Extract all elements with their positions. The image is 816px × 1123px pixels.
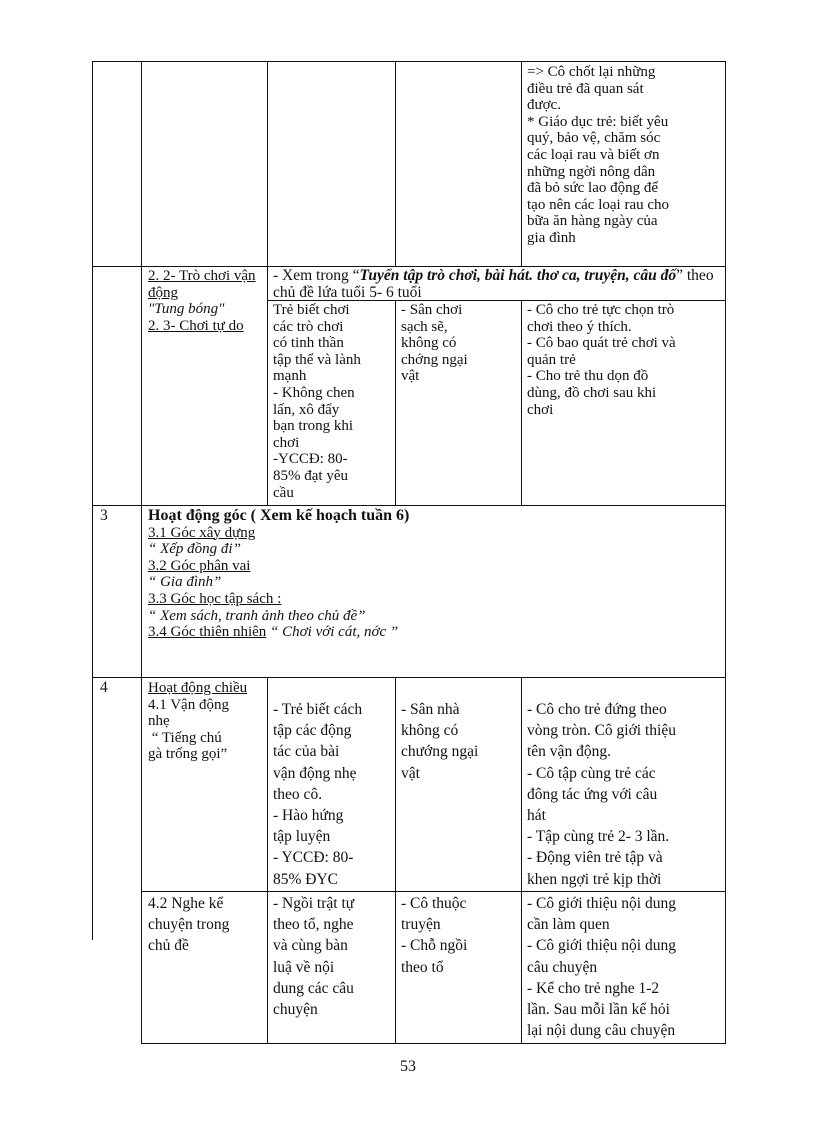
row-b-col2-line: có tinh thần [273,335,344,352]
row-b-col2-line: 85% đạt yêu [273,467,348,484]
row-4a-col2-line: tập các động [273,722,352,740]
row-4a-col1-line: gà trống gọi” [148,746,228,763]
row-a-col4 [527,64,723,247]
col-divider-3-bottom [395,677,396,1044]
row-b-col2-line: bạn trong khi [273,418,353,435]
row-a-col4-line: tạo nên các loại rau cho [527,196,670,213]
corner-1-title: 3.1 Góc xây dựng [148,524,256,541]
col-border-left [92,61,93,940]
row-b-col1 [148,268,266,334]
row-b-span [273,268,725,301]
col-divider-2-bottom [267,677,268,1044]
row-4a-col4-line: hát [527,807,546,825]
row-4a-col4-line: - Tập cùng trẻ 2- 3 lần. [527,828,670,846]
row-a-col4-line: => Cô chốt lại những [527,64,656,80]
row-4a-col1-line: 4.1 Vận động [148,696,229,713]
row-b-col4 [527,302,723,418]
row-b-col2-line: -YCCĐ: 80- [273,451,348,468]
row-4a-col2-line: vận động nhẹ [273,764,357,782]
row-4b-col3-line: theo tổ [401,958,444,976]
row-b-col2-line: mạnh [273,368,307,385]
row-a-col4-line: gia đình [527,229,576,246]
row-4b-col2-line: chuyện [273,1001,318,1019]
row-4b-col3-line: - Cô thuộc [401,895,467,912]
row-4a-col4 [527,699,723,890]
corner-3-title: 3.3 Góc học tập sách : [148,590,282,607]
row-4b-col4-line: lại nội dung câu chuyện [527,1022,676,1040]
row-a-col4-line: những ngời nông dân [527,163,656,180]
span-prefix: - Xem trong “ [273,267,360,284]
row-4b-col1-line: chủ đề [148,937,189,955]
row-4a-col2-line: 85% ĐYC [273,870,339,888]
row-b-col4-line: quản trẻ [527,351,576,368]
row-4a-col1-line: nhẹ [148,713,170,730]
row-4b-col3 [401,893,520,978]
row-4b-col4-line: cần làm quen [527,916,610,934]
row-a-col4-line: * Giáo dục trẻ: biết yêu [527,113,669,130]
row-4b-col2-line: và cùng bàn [273,937,348,955]
row-4a-col3 [401,699,520,784]
page-number: 53 [400,1058,416,1075]
row-a-col4-line: đã bỏ sức lao động để [527,180,659,197]
row-4b-col4-line: - Kể cho trẻ nghe 1-2 [527,979,660,997]
corner-4-title: 3.4 Góc thiên nhiên [148,624,267,641]
row-4a-col4-line: - Động viên trẻ tập và [527,849,663,867]
row-4b-col4-line: lần. Sau mỗi lần kể hỏi [527,1001,670,1019]
table-border-bottom [141,1043,726,1044]
col-divider-3-top-a [395,61,396,266]
row-4b-col4-line: - Cô giới thiệu nội dung [527,937,676,955]
book-title: Tuyển tập trò chơi, bài hát. thơ ca, truyện, câu đố [359,267,677,284]
row-4a-col1 [148,680,266,763]
row-b-col4-line: chơi theo ý thích. [527,318,632,335]
row-b-col3-line: - Sân chơi [401,302,463,318]
row-b-col4-line: - Cô cho trẻ tực chọn trò [527,302,675,318]
col-divider-4-top-b [521,300,522,505]
row-4a-col4-line: khen ngợi trẻ kịp thời [527,870,662,888]
col-divider-2-top [267,61,268,505]
row-4b-col1 [148,893,266,957]
row-4b-col4 [527,893,723,1041]
corner-3-item: “ Xem sách, tranh ảnh theo chủ đề” [148,607,366,624]
row-b-col3-line: không có [401,335,457,352]
row-4a-col3-line: - Sân nhà [401,701,460,718]
row-4b-col2-line: dung các câu [273,979,354,997]
row-3-number: 3 [100,507,108,524]
corner-4-item: “ Chơi với cát, nớc ” [270,624,399,641]
row-b-col2 [273,302,394,501]
row-b-col2-line: lấn, xô đẩy [273,401,340,418]
row-b-col4-line: dùng, đồ chơi sau khi [527,384,657,401]
row-4a-col2-line: theo cô. [273,785,323,803]
row-b-col4-line: - Cho trẻ thu dọn đồ [527,368,649,385]
row-4a-col1-line: “ Tiếng chú [148,729,222,746]
row-a-col4-line: quý, bảo vệ, chăm sóc [527,130,661,147]
row-b-col2-line: tập thể và lành [273,351,361,368]
game-name: "Tung bóng" [148,301,225,318]
row-b-col2-line: cầu [273,484,294,501]
row-4b-col2-line: theo tổ, nghe [273,916,354,934]
row-divider-4 [92,677,726,678]
row-4a-col2-line: - YCCĐ: 80- [273,849,354,867]
row-4b-col2 [273,893,394,1020]
col-divider-1 [141,61,142,1044]
row-3-content [148,508,723,641]
row-b-col4-line: chơi [527,401,554,418]
row-b-col3-line: vật [401,368,420,385]
corner-2-item: “ Gia đình” [148,574,222,591]
row-4b-col2-line: - Ngồi trật tự [273,895,355,912]
row-a-col4-line: được. [527,97,561,114]
row-4b-col4-line: - Cô giới thiệu nội dung [527,895,676,912]
row-4b-col1-line: chuyện trong [148,916,230,934]
row-4a-col2 [273,699,394,890]
row-divider-4b [141,891,726,892]
row-4a-col4-line: đông tác ứng với câu [527,785,658,803]
row-b-col2-line: chơi [273,434,300,451]
span-suffix: ” theo chủ đề lứa tuổi 5- 6 tuổi [273,267,714,301]
row-4a-col4-line: vòng tròn. Cô giới thiệu [527,722,676,740]
row-4b-col1-line: 4.2 Nghe kể [148,895,224,912]
row-4a-col2-line: - Trẻ biết cách [273,701,363,718]
corner-1-item: “ Xếp đồng đi” [148,541,241,558]
row-divider-3 [92,505,726,506]
corner-2-title: 3.2 Góc phân vai [148,557,251,574]
row-4b-col3-line: - Chỗ ngồi [401,937,468,955]
row-4a-col3-line: chướng ngại [401,743,479,761]
row-4a-col3-line: vật [401,764,420,782]
row-a-col4-line: điều trẻ đã quan sát [527,80,644,97]
row-b-col3-line: sạch sẽ, [401,318,448,335]
col-divider-4-bottom [521,677,522,1044]
row-4b-col4-line: câu chuyện [527,958,598,976]
col-divider-3-top-b [395,300,396,505]
row-4a-col3-line: không có [401,722,459,740]
row-4a-col2-line: tập luyện [273,828,331,846]
game-title: 2. 2- Trò chơi vận động [148,268,256,301]
row-4a-col4-line: tên vận động. [527,743,611,761]
row-4b-col3-line: truyện [401,916,441,934]
row-b-col3-line: chớng ngại [401,351,468,368]
row-3-heading: Hoạt động góc ( Xem kế hoạch tuần 6) [148,507,410,524]
table-border-top [92,61,726,62]
free-play-title: 2. 3- Chơi tự do [148,317,244,334]
row-4a-col2-line: tác của bài [273,743,340,761]
row-4-number: 4 [100,679,108,696]
row-4a-col4-line: - Cô cho trẻ đứng theo [527,701,667,718]
row-b-col2-line: các trò chơi [273,318,344,335]
col-divider-4-top-a [521,61,522,266]
row-b-col3 [401,302,520,385]
row-4a-col2-line: - Hào hứng [273,807,344,825]
row-4a-col4-line: - Cô tập cùng trẻ các [527,764,656,782]
row-b-col2-line: - Không chen [273,384,355,401]
row-a-col4-line: bữa ăn hàng ngày của [527,213,658,230]
col-border-right [725,61,726,1044]
row-b-col2-line: Trẻ biết chơi [273,302,350,318]
row-b-col4-line: - Cô bao quát trẻ chơi và [527,335,676,352]
row-4b-col2-line: luậ về nội [273,958,335,976]
afternoon-title: Hoạt động chiều [148,680,248,696]
row-a-col4-line: các loại rau và biết ơn [527,146,660,163]
